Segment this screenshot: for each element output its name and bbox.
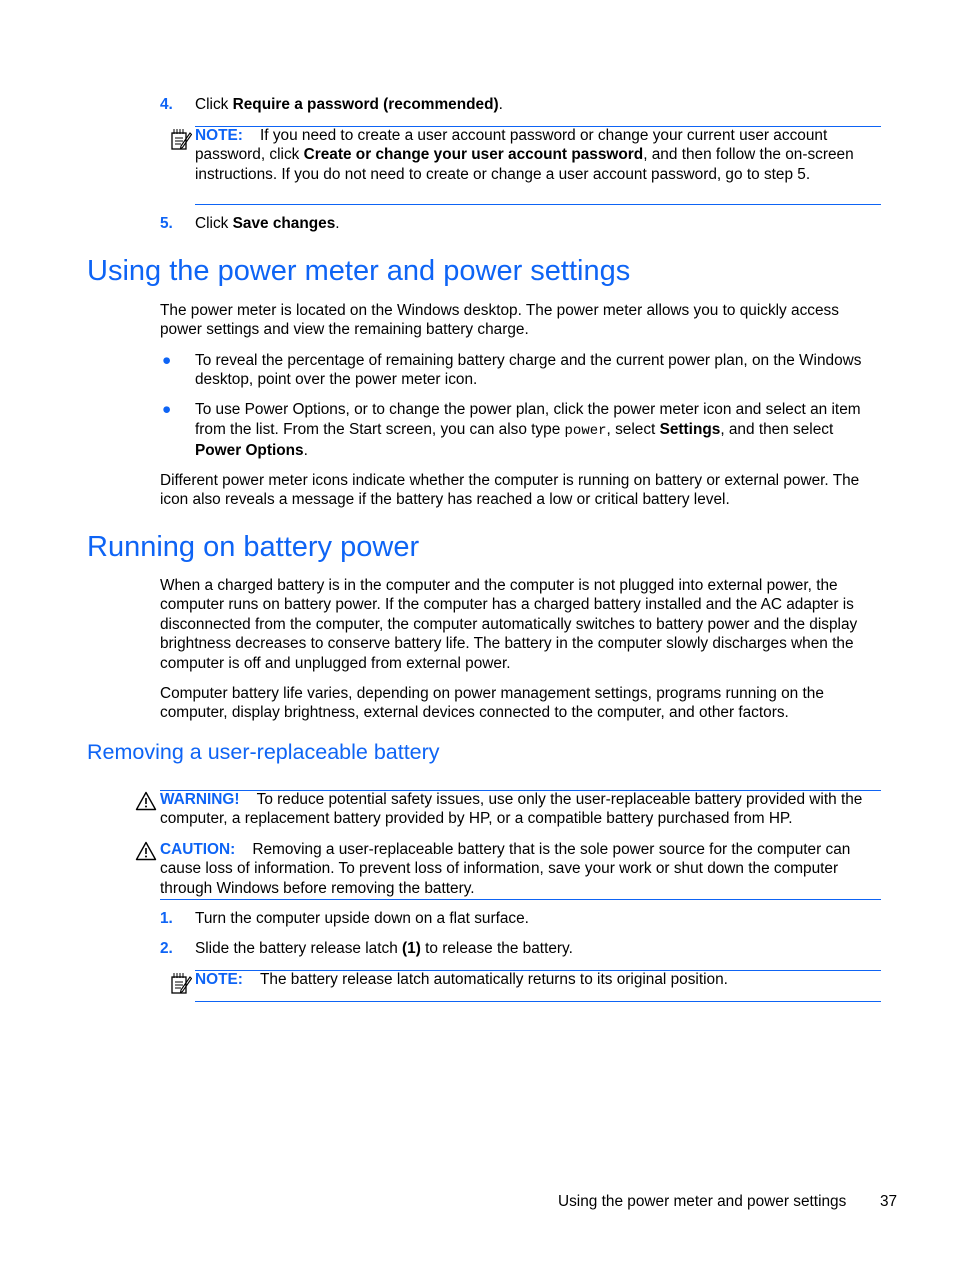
note-2: NOTE: The battery release latch automatically returns to its original position. bbox=[195, 971, 728, 988]
battery-power-para-1: When a charged battery is in the computer and the computer is not plugged into external power, the computer runs on battery power. If the computer has a charged battery installed and the AC adapter is disconnected from the computer, the computer automatically switches to battery power and the display brightness decreases to conserve battery life. The battery in the computer slowly discharges when the computer is off and unplugged from external power. bbox=[160, 577, 858, 672]
caution-bottom-rule bbox=[160, 899, 881, 900]
note-bottom-rule bbox=[195, 204, 881, 205]
step-5-text: Click Save changes. bbox=[195, 215, 340, 232]
caution-notice: CAUTION: Removing a user-replaceable battery that is the sole power source for the computer can cause loss of information. To prevent loss of information, save your work or shut down the computer through Windows before removing the battery. bbox=[160, 841, 851, 897]
note-icon bbox=[170, 971, 192, 1000]
section-heading-power-meter: Using the power meter and power settings bbox=[87, 255, 631, 287]
bullet-item-1: To reveal the percentage of remaining battery charge and the current power plan, on the Windows desktop, point over the power meter icon. bbox=[195, 352, 862, 389]
note-icon bbox=[170, 127, 192, 156]
battery-power-para-2: Computer battery life varies, depending on power management settings, programs running on the computer, display brightness, external devices connected to the computer, and other factors. bbox=[160, 685, 824, 722]
subsection-heading-removing-battery: Removing a user-replaceable battery bbox=[87, 740, 440, 764]
step-5-number: 5. bbox=[160, 215, 173, 232]
step-4-text: Click Require a password (recommended). bbox=[195, 96, 503, 113]
footer-title: Using the power meter and power settings bbox=[558, 1193, 847, 1210]
step-2-number: 2. bbox=[160, 940, 173, 957]
bullet-icon: ● bbox=[162, 401, 172, 418]
step-1-text: Turn the computer upside down on a flat surface. bbox=[195, 910, 529, 927]
note-2-bottom-rule bbox=[195, 1001, 881, 1002]
note-1: NOTE: If you need to create a user account password or change your current user account password, click Create or change your user account password, and then follow the on-screen instructions. If you do not need to create or change a user account password, go to step 5. bbox=[195, 127, 854, 183]
bullet-icon: ● bbox=[162, 352, 172, 369]
step-4-number: 4. bbox=[160, 96, 173, 113]
power-meter-outro: Different power meter icons indicate whether the computer is running on battery or external power. The icon also reveals a message if the battery has reached a low or critical battery level. bbox=[160, 472, 860, 509]
warning-notice: WARNING! To reduce potential safety issues, use only the user-replaceable battery provided with the computer, a replacement battery provided by HP, or a compatible battery purchased from HP. bbox=[160, 791, 863, 828]
bullet-item-2: To use Power Options, or to change the power plan, click the power meter icon and select an item from the list. From the Start screen, you can also type power, select Settings, and then select Power Options. bbox=[195, 401, 861, 459]
power-meter-intro: The power meter is located on the Windows desktop. The power meter allows you to quickly access power settings and view the remaining battery charge. bbox=[160, 302, 839, 339]
step-1-number: 1. bbox=[160, 910, 173, 927]
step-2-text: Slide the battery release latch (1) to release the battery. bbox=[195, 940, 573, 957]
warning-triangle-icon bbox=[135, 841, 157, 866]
warning-triangle-icon bbox=[135, 791, 157, 816]
section-heading-battery-power: Running on battery power bbox=[87, 531, 420, 563]
page-number: 37 bbox=[880, 1193, 898, 1210]
